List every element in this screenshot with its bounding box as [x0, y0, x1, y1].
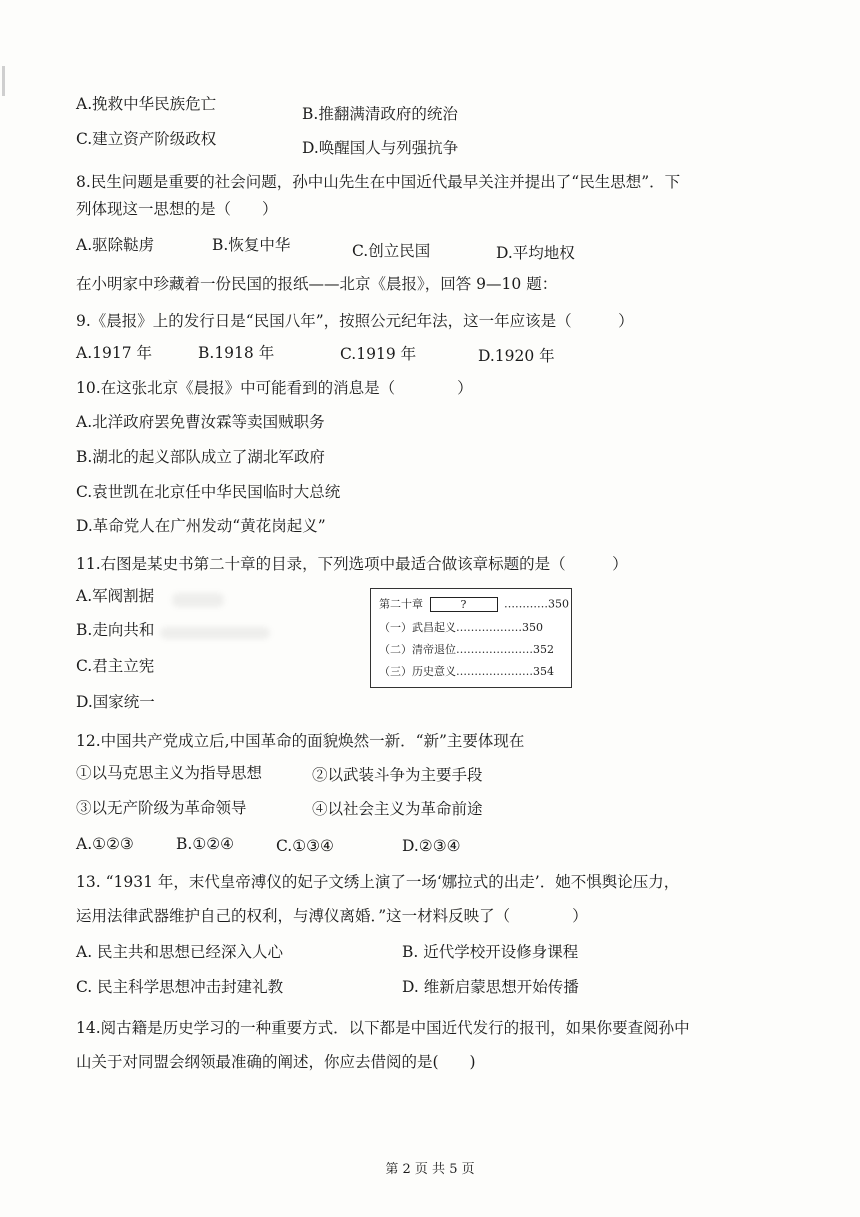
q11-table-of-contents-figure [370, 588, 572, 688]
q11-option-d: D.国家统一 [76, 693, 155, 711]
q10-stem: 10.在这张北京《晨报》中可能看到的消息是（ ） [76, 379, 473, 397]
toc-chapter-page: …………350 [504, 597, 569, 611]
q7-option-c: C.建立资产阶级政权 [76, 130, 217, 148]
toc-row [379, 665, 554, 679]
toc-row-page: 352 [533, 643, 554, 656]
q13-option-c: C. 民主科学思想冲击封建礼教 [76, 978, 284, 996]
q14-stem-line1: 14.阅古籍是历史学习的一种重要方式．以下都是中国近代发行的报刊，如果你要查阅孙中 [76, 1019, 690, 1037]
q13-stem-line2: 运用法律武器维护自己的权利，与溥仪离婚．”这一材料反映了（ ） [76, 907, 588, 925]
toc-row [379, 643, 554, 657]
toc-row-label: （三）历史意义 [379, 665, 456, 678]
q11-option-b: B.走向共和 [76, 621, 155, 639]
q10-option-b: B.湖北的起义部队成立了湖北军政府 [76, 448, 325, 466]
q12-option-a: A.①②③ [76, 835, 134, 853]
q9-option-b: B.1918 年 [198, 344, 275, 362]
q9-option-c: C.1919 年 [340, 345, 417, 363]
q10-option-d: D.革命党人在广州发动“黄花岗起义” [76, 517, 326, 535]
q10-option-c: C.袁世凯在北京任中华民国临时大总统 [76, 483, 341, 501]
scan-smudge [172, 593, 224, 607]
toc-row-dots: ……………… [456, 621, 522, 634]
q8-stem-line1: 8.民生问题是重要的社会问题，孙中山先生在中国近代最早关注并提出了“民生思想”．下 [76, 173, 681, 191]
q7-option-d: D.唤醒国人与列强抗争 [302, 139, 459, 157]
q12-option-b: B.①②④ [176, 835, 235, 853]
q8-option-d: D.平均地权 [496, 244, 575, 262]
q12-item-1: ①以马克思主义为指导思想 [76, 764, 263, 782]
q9-10-intro: 在小明家中珍藏着一份民国的报纸——北京《晨报》，回答 9—10 题： [76, 275, 558, 293]
toc-row-page: 350 [522, 621, 543, 634]
q12-item-2: ②以武装斗争为主要手段 [312, 766, 483, 784]
q11-option-a: A.军阀割据 [76, 587, 155, 605]
q10-option-a: A.北洋政府罢免曹汝霖等卖国贼职务 [76, 413, 325, 431]
scan-margin-mark [2, 66, 5, 96]
toc-row-page: 354 [533, 665, 554, 678]
q13-option-a: A. 民主共和思想已经深入人心 [76, 943, 284, 961]
toc-row-label: （二）清帝退位 [379, 643, 456, 656]
scan-smudge [160, 627, 270, 639]
q7-option-a: A.挽救中华民族危亡 [76, 95, 217, 113]
q13-option-d: D. 维新启蒙思想开始传播 [402, 978, 579, 996]
q9-stem: 9.《晨报》上的发行日是“民国八年”，按照公元纪年法，这一年应该是（ ） [76, 312, 634, 330]
q9-option-d: D.1920 年 [478, 347, 555, 365]
q12-item-4: ④以社会主义为革命前途 [312, 800, 483, 818]
q14-stem-line2: 山关于对同盟会纲领最准确的阐述，你应去借阅的是( ) [76, 1053, 476, 1071]
q8-option-a: A.驱除鞑虏 [76, 236, 155, 254]
q7-option-b: B.推翻满清政府的统治 [302, 105, 458, 123]
q9-option-a: A.1917 年 [76, 344, 152, 362]
toc-blank-box: ? [430, 597, 498, 612]
q8-stem-line2: 列体现这一思想的是（ ） [76, 200, 278, 218]
q13-stem-line1: 13. “1931 年，末代皇帝溥仪的妃子文绣上演了一场‘娜拉式的出走’．她不惧舆论压力， [76, 873, 680, 891]
toc-row-dots: ………………… [456, 665, 533, 678]
toc-chapter-label: 第二十章 [379, 597, 423, 611]
q11-option-c: C.君主立宪 [76, 657, 155, 675]
toc-row-label: （一）武昌起义 [379, 621, 456, 634]
q13-option-b: B. 近代学校开设修身课程 [402, 943, 579, 961]
q8-option-c: C.创立民国 [352, 242, 431, 260]
q12-option-d: D.②③④ [402, 837, 461, 855]
toc-row-dots: ………………… [456, 643, 533, 656]
q8-option-b: B.恢复中华 [212, 236, 291, 254]
q11-stem: 11.右图是某史书第二十章的目录，下列选项中最适合做该章标题的是（ ） [76, 555, 628, 573]
page-footer: 第 2 页 共 5 页 [385, 1162, 475, 1177]
q12-item-3: ③以无产阶级为革命领导 [76, 799, 247, 817]
toc-row [379, 621, 543, 635]
toc-chapter-row [379, 597, 569, 612]
q12-option-c: C.①③④ [276, 837, 334, 855]
q12-stem: 12.中国共产党成立后,中国革命的面貌焕然一新．“新”主要体现在 [76, 732, 525, 750]
